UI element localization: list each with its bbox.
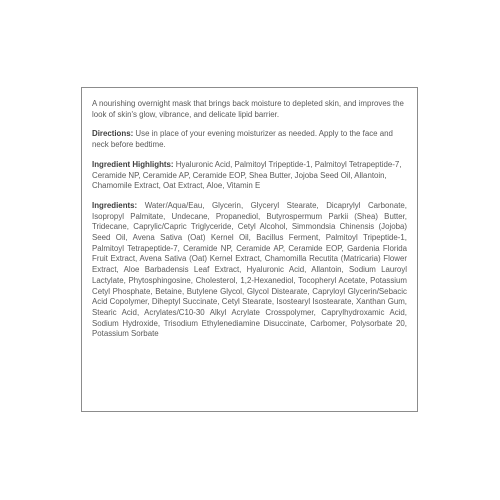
product-info-panel <box>81 87 418 412</box>
ingredient-highlights-section <box>92 160 407 192</box>
ingredients-label: Ingredients: <box>92 200 138 210</box>
directions-label: Directions: <box>92 129 134 139</box>
product-description: A nourishing overnight mask that brings back moisture to depleted skin, and improves the look of skin's glow, vibrance, and delicate lipid barrier. <box>92 99 404 119</box>
directions-text: Use in place of your evening moisturizer as needed. Apply to the face and neck before bedtime. <box>92 129 393 150</box>
ingredient-highlights-label: Ingredient Highlights: <box>92 159 174 169</box>
directions-section <box>92 129 407 150</box>
ingredients-text: Water/Aqua/Eau, Glycerin, Glyceryl Stearate, Dicaprylyl Carbonate, Isopropyl Palmitate, Undecane, Propanediol, Butyrospermum Parkii (Shea) Butter, Tridecane, Caprylic/Capric Triglyceride, Cetyl Alcohol, Simmondsia Chinensis (Jojoba) Seed Oil, Avena Sativa (Oat) Kernel Oil, Bacillus Ferment, Palmitoyl Tripeptide-1, Palmitoyl Tetrapeptide-7, Ceramide NP, Ceramide AP, Ceramide EOP, Gardenia Florida Fruit Extract, Avena Sativa (Oat) Kernel Extract, Chamomilla Recutita (Matricaria) Flower Extract, Aloe Barbadensis Leaf Extract, Hyaluronic Acid, Allantoin, Sodium Lauroyl Lactylate, Phytosphingosine, Cholesterol, 1,2-Hexanediol, Tocopheryl Acetate, Potassium Cetyl Phosphate, Betaine, Butylene Glycol, Glycol Distearate, Capryloyl Glycerin/Sebacic Acid Copolymer, Diheptyl Succinate, Cetyl Stearate, Isostearyl Isostearate, Xanthan Gum, Stearic Acid, Acrylates/C10-30 Alkyl Acrylate Crosspolymer, Caprylhydroxamic Acid, Sodium Hydroxide, Trisodium Ethylenediamine Disuccinate, Carbomer, Polysorbate 20, Potassium Sorbate <box>92 200 407 339</box>
ingredient-highlights-text: Hyaluronic Acid, Palmitoyl Tripeptide-1, Palmitoyl Tetrapeptide-7, Ceramide NP, Ceramide AP, Ceramide EOP, Shea Butter, Jojoba Seed Oil, Allantoin, Chamomile Extract, Oat Extract, Aloe, Vitamin E <box>92 159 402 191</box>
ingredients-section <box>92 201 407 340</box>
